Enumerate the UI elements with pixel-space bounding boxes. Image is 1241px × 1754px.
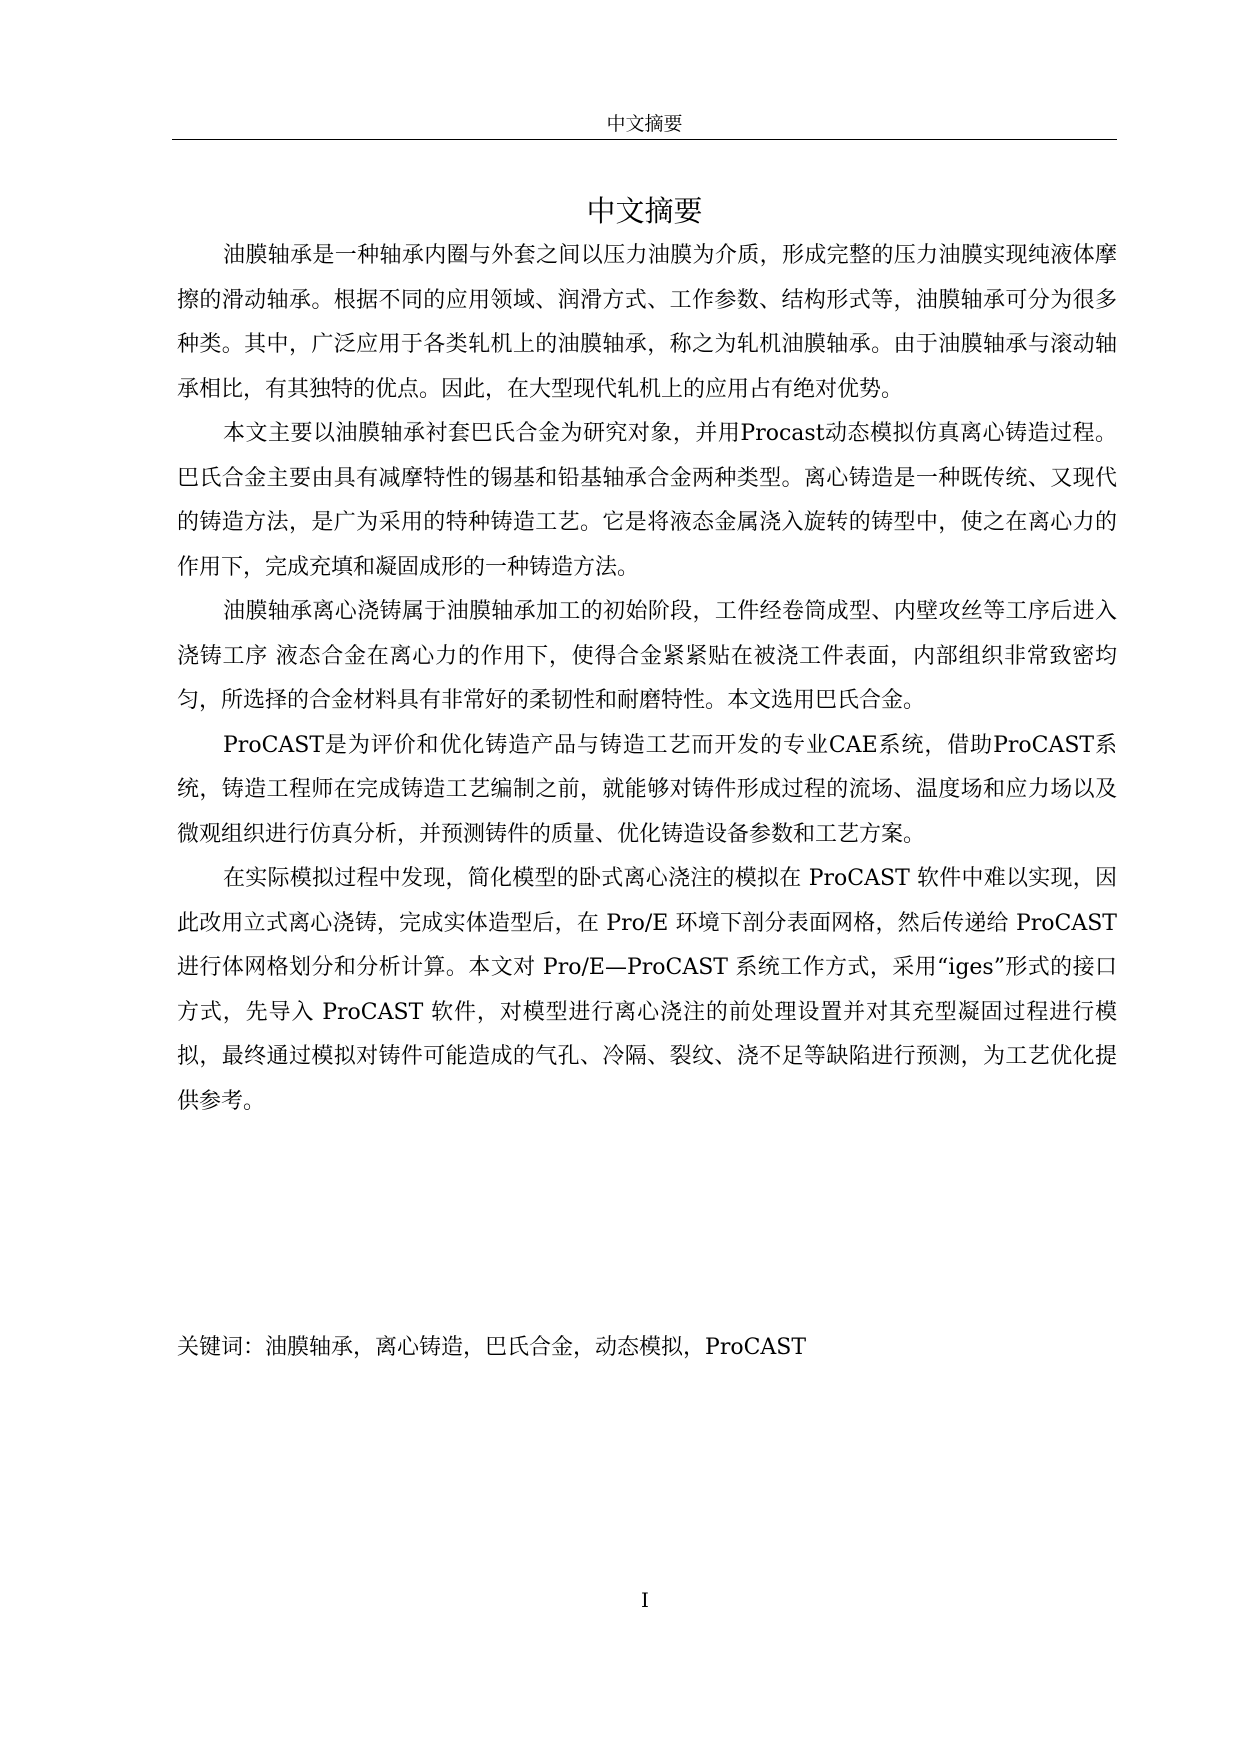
keywords-text: 油膜轴承，离心铸造，巴氏合金，动态模拟，ProCAST (265, 1335, 807, 1360)
header-divider (172, 139, 1117, 140)
page-title: 中文摘要 (586, 194, 703, 229)
abstract-paragraph-2: 本文主要以油膜轴承衬套巴氏合金为研究对象，并用Procast动态模拟仿真离心铸造过程。巴氏合金主要由具有减摩特性的锡基和铅基轴承合金两种类型。离心铸造是一种既传统、又现代的铸造方法，是广为采用的特种铸造工艺。它是将液态金属浇入旋转的铸型中，使之在离心力的作用下，完成充填和凝固成形的一种铸造方法。 (177, 421, 1117, 580)
abstract-paragraph-3: 油膜轴承离心浇铸属于油膜轴承加工的初始阶段，工件经卷筒成型、内壁攻丝等工序后进入浇铸工序 液态合金在离心力的作用下，使得合金紧紧贴在被浇工件表面，内部组织非常致密均匀，所选择的合金材料具有非常好的柔韧性和耐磨特性。本文选用巴氏合金。 (177, 599, 1117, 713)
abstract-paragraph-4: ProCAST是为评价和优化铸造产品与铸造工艺而开发的专业CAE系统，借助ProCAST系统，铸造工程师在完成铸造工艺编制之前，就能够对铸件形成过程的流场、温度场和应力场以及微观组织进行仿真分析，并预测铸件的质量、优化铸造设备参数和工艺方案。 (177, 732, 1117, 847)
keywords-label: 关键词： (177, 1335, 266, 1360)
keywords-line (177, 1326, 1117, 1370)
running-header: 中文摘要 (606, 113, 683, 135)
abstract-body (177, 234, 1117, 1124)
abstract-paragraph-1: 油膜轴承是一种轴承内圈与外套之间以压力油膜为介质，形成完整的压力油膜实现纯液体摩擦的滑动轴承。根据不同的应用领域、润滑方式、工作参数、结构形式等，油膜轴承可分为很多种类。其中，广泛应用于各类轧机上的油膜轴承，称之为轧机油膜轴承。由于油膜轴承与滚动轴承相比，有其独特的优点。因此，在大型现代轧机上的应用占有绝对优势。 (177, 243, 1117, 402)
abstract-paragraph-5: 在实际模拟过程中发现，简化模型的卧式离心浇注的模拟在 ProCAST 软件中难以实现，因此改用立式离心浇铸，完成实体造型后，在 Pro/E 环境下剖分表面网格，然后传递给 ProCAST 进行体网格划分和分析计算。本文对 Pro/E—ProCAST 系统工作方式，采用“iges”形式的接口方式，先导入 ProCAST 软件，对模型进行离心浇注的前处理设置并对其充型凝固过程进行模拟，最终通过模拟对铸件可能造成的气孔、冷隔、裂纹、浇不足等缺陷进行预测，为工艺优化提供参考。 (177, 866, 1117, 1114)
page-number: I (641, 1588, 649, 1612)
